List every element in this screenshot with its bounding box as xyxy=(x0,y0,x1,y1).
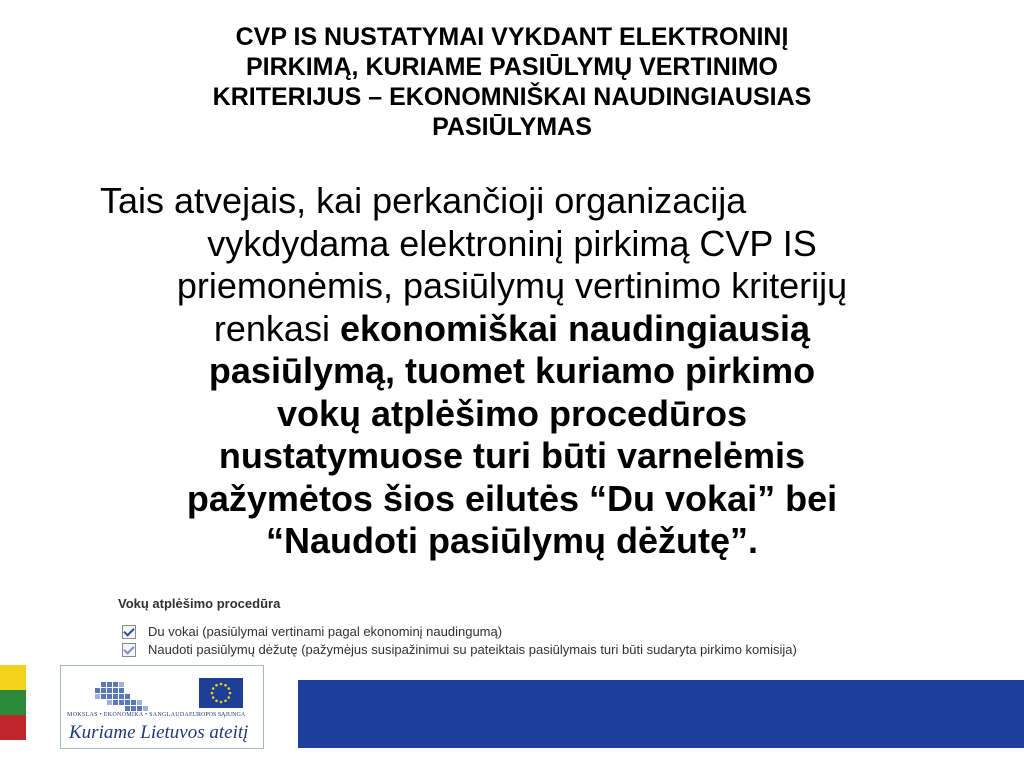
body-line: “Naudoti pasiūlymų dėžutę”. xyxy=(265,520,759,561)
slogan: Kuriame Lietuvos ateitį xyxy=(69,722,249,743)
flag-stripe-yellow xyxy=(0,665,26,690)
body-line: pažymėtos šios eilutės “Du vokai” bei xyxy=(186,477,838,519)
option-pasiulymu-dezute[interactable] xyxy=(122,642,797,657)
body-line: pasiūlymą, tuomet kuriamo pirkimo xyxy=(208,350,816,391)
checkbox-checked-icon[interactable] xyxy=(122,643,136,657)
eu-flag-icon xyxy=(199,678,243,708)
flag-stripe-red xyxy=(0,715,26,740)
flag-stripe-green xyxy=(0,690,26,715)
procedure-heading: Vokų atplėšimo procedūra xyxy=(118,596,281,611)
body-paragraph xyxy=(60,180,964,563)
flag-stripe-white xyxy=(0,740,26,768)
body-text-bold: ekonomiškai naudingiausią xyxy=(339,307,811,349)
body-text-normal: renkasi xyxy=(213,307,340,349)
mosaic-logo-icon xyxy=(95,680,153,714)
option-label: Du vokai (pasiūlymai vertinami pagal ekonominį naudingumą) xyxy=(148,624,503,639)
body-line: vykdydama elektroninį pirkimą CVP IS xyxy=(207,222,817,264)
title-line: PIRKIMĄ, KURIAME PASIŪLYMŲ VERTINIMO xyxy=(246,53,778,81)
eu-funds-logo xyxy=(60,665,264,749)
footer-blue-bar xyxy=(298,680,1024,748)
body-line xyxy=(60,308,964,351)
option-du-vokai[interactable] xyxy=(122,624,502,639)
title-line: CVP IS NUSTATYMAI VYKDANT ELEKTRONINĮ xyxy=(235,23,789,51)
slide-title xyxy=(60,22,964,142)
title-line: KRITERIJUS – EKONOMNIŠKAI NAUDINGIAUSIAS xyxy=(212,83,812,111)
body-line: nustatymuose turi būti varnelėmis xyxy=(218,435,806,476)
logo-caption: MOKSLAS • EKONOMIKA • SANGLAUDA xyxy=(67,712,190,718)
eu-caption: EUROPOS SĄJUNGA xyxy=(189,712,246,718)
checkbox-checked-icon[interactable] xyxy=(122,625,136,639)
body-line: priemonėmis, pasiūlymų vertinimo kriterijų xyxy=(176,265,848,306)
body-line: vokų atplėšimo procedūros xyxy=(276,392,748,434)
option-label: Naudoti pasiūlymų dėžutę (pažymėjus susipažinimui su pateiktais pasiūlymais turi būti sudaryta pirkimo komisija) xyxy=(148,642,797,657)
title-line: PASIŪLYMAS xyxy=(432,113,592,141)
body-line: Tais atvejais, kai perkančioji organizacija xyxy=(100,180,747,221)
